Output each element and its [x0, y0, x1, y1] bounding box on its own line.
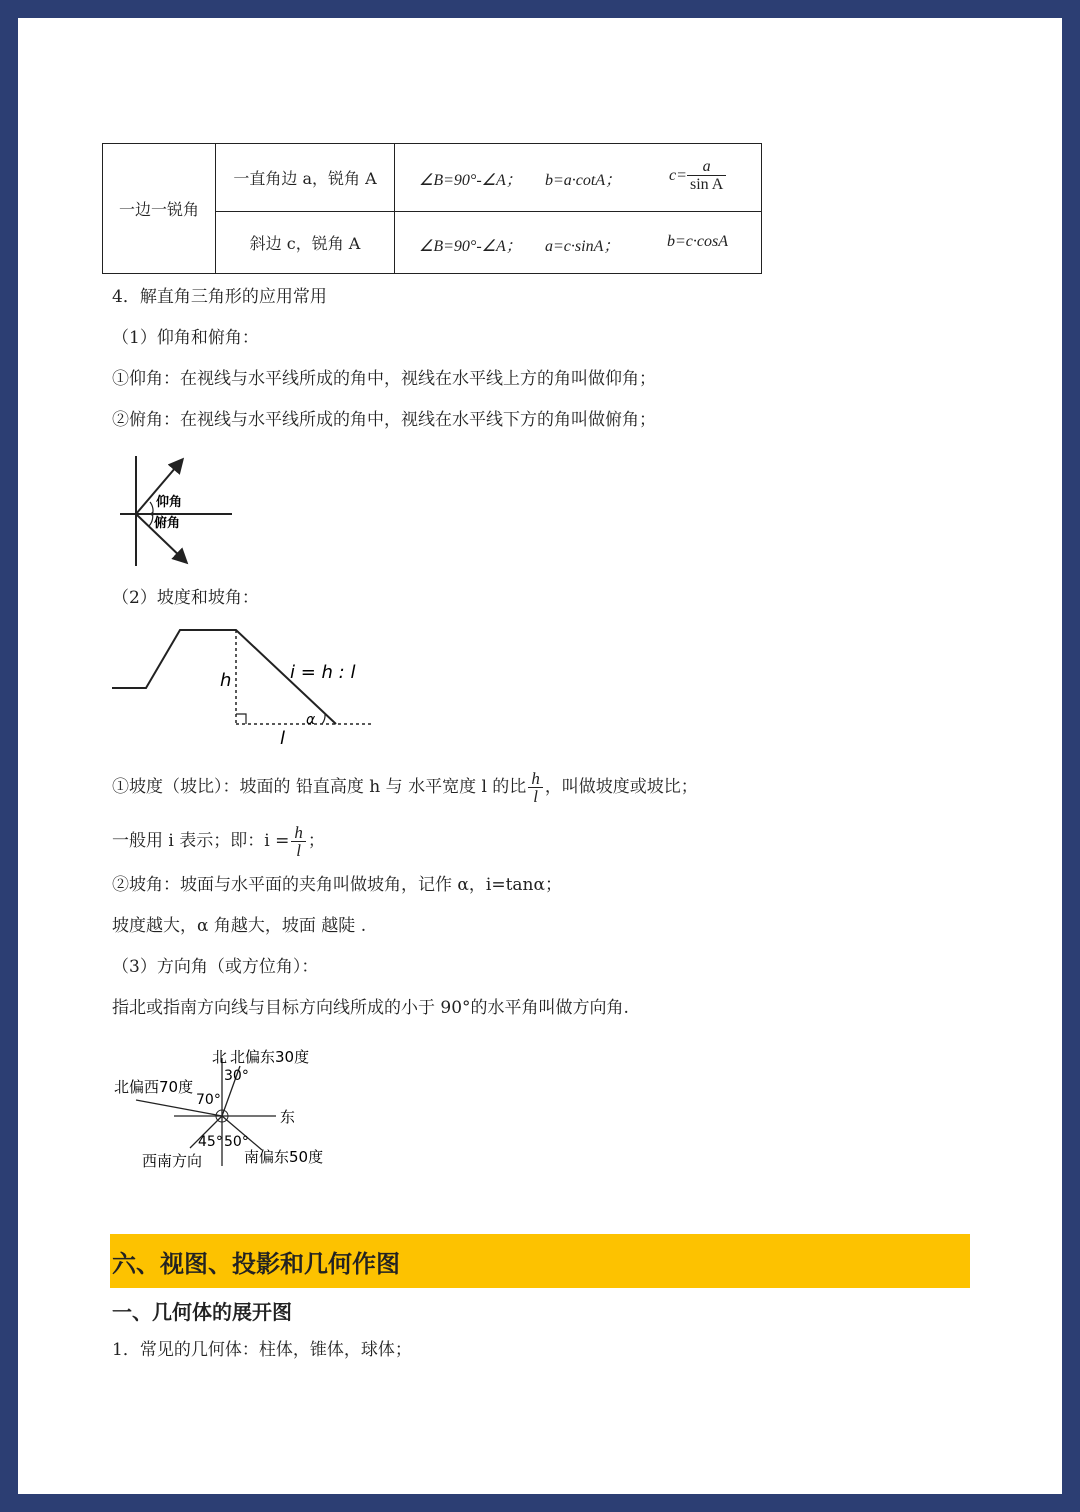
slope-angle-definition: ②坡角：坡面与水平面的夹角叫做坡角，记作 α，i=tanα； [112, 875, 562, 895]
formula-c-prefix: c= [669, 166, 687, 184]
formula-b-angle: ∠B=90°-∠A； [419, 171, 522, 189]
document-page [18, 18, 1062, 1494]
formula-cell [395, 212, 762, 274]
elevation-definition: ①仰角：在视线与水平线所成的角中，视线在水平线上方的角叫做仰角； [112, 369, 656, 389]
formula-a: a=c·sinA； [545, 237, 620, 255]
fraction-denominator: sin A [690, 175, 724, 193]
fraction-denominator: l [296, 841, 301, 860]
formula-b-angle: ∠B=90°-∠A； [419, 237, 522, 255]
angle-70-label: 70° [196, 1092, 221, 1108]
fraction-denominator: l [533, 787, 538, 806]
slope-fraction [528, 770, 543, 805]
row-group-label: 一边一锐角 [103, 144, 216, 274]
angle-45-label: 45° [198, 1134, 223, 1150]
formula-c-fraction [687, 158, 726, 193]
depression-definition: ②俯角：在视线与水平线所成的角中，视线在水平线下方的角叫做俯角； [112, 410, 656, 430]
alpha-label: α [306, 712, 316, 728]
fraction-numerator: h [291, 824, 306, 842]
north-label: 北 [212, 1048, 228, 1066]
width-label: l [280, 728, 286, 749]
item-1: 1．常见的几何体：柱体，锥体，球体； [112, 1340, 412, 1360]
condition-cell: 一直角边 a，锐角 A [216, 144, 395, 212]
slope-definition-tail: ，叫做坡度或坡比； [544, 777, 698, 797]
direction-angle-definition: 指北或指南方向线与目标方向线所成的小于 90°的水平角叫做方向角. [112, 998, 629, 1018]
slope-notation-text: 一般用 i 表示；即：i = [112, 831, 290, 851]
slope-definition-text: ①坡度（坡比）：坡面的 铅直高度 h 与 水平宽度 l 的比 [112, 777, 527, 797]
formula-b-cos: b=c·cosA [667, 232, 728, 250]
formula-cell [395, 144, 762, 212]
fraction-numerator: a [687, 158, 726, 176]
condition-cell: 斜边 c，锐角 A [216, 212, 395, 274]
slope-notation-fraction [291, 824, 306, 859]
formula-b: b=a·cotA； [545, 171, 622, 189]
slope-figure [110, 624, 380, 754]
east-label: 东 [280, 1108, 296, 1126]
subheading: 一、几何体的展开图 [112, 1300, 292, 1324]
elevation-depression-figure [114, 454, 244, 570]
slope-notation-tail: ； [307, 831, 325, 851]
slope-angle-relation: 坡度越大，α 角越大，坡面 越陡 . [112, 916, 367, 936]
elevation-label: 仰角 [156, 495, 183, 510]
fraction-numerator: h [528, 770, 543, 788]
subsection-3-heading: （3）方向角（或方位角）： [112, 957, 319, 977]
subsection-2-heading: （2）坡度和坡角： [112, 588, 259, 608]
height-label: h [220, 670, 232, 691]
solution-table [102, 143, 762, 274]
direction-angle-figure [112, 1042, 352, 1178]
subsection-1-heading: （1）仰角和俯角： [112, 328, 259, 348]
angle-30-label: 30° [224, 1068, 249, 1084]
se50-label: 南偏东50度 [244, 1148, 324, 1166]
southwest-label: 西南方向 [142, 1152, 203, 1170]
slope-definition [112, 770, 698, 805]
slope-notation [112, 824, 325, 859]
section-6-title: 六、视图、投影和几何作图 [112, 1250, 400, 1278]
ne30-label: 北偏东30度 [230, 1048, 310, 1066]
depression-label: 俯角 [154, 516, 181, 531]
slope-formula-label: i = h : l [290, 662, 356, 683]
section-4-title: 4．解直角三角形的应用常用 [112, 287, 327, 307]
angle-50-label: 50° [224, 1134, 249, 1150]
nw70-label: 北偏西70度 [114, 1078, 194, 1096]
